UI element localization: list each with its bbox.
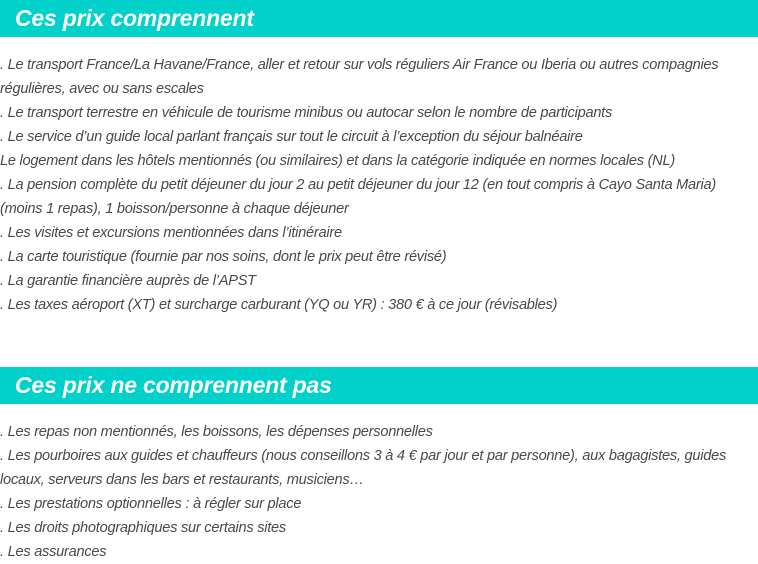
section-title-excluded: Ces prix ne comprennent pas — [0, 367, 758, 404]
list-item: . Les visites et excursions mentionnées dans l’itinéraire — [0, 225, 342, 241]
list-item: . Le service d’un guide local parlant français sur tout le circuit à l’exception du séjour balnéaire — [0, 129, 583, 145]
section-title-included: Ces prix comprennent — [0, 0, 758, 37]
list-item: . Les repas non mentionnés, les boissons, les dépenses personnelles — [0, 424, 433, 440]
list-item: . Les prestations optionnelles : à régler sur place — [0, 496, 302, 512]
list-item: . Le transport terrestre en véhicule de tourisme minibus ou autocar selon le nombre de participants — [0, 105, 613, 121]
list-item: . Les taxes aéroport (XT) et surcharge carburant (YQ ou YR) : 380 € à ce jour (révisables) — [0, 297, 558, 313]
list-item: . Les droits photographiques sur certains sites — [0, 520, 286, 536]
included-items-list — [0, 53, 758, 317]
list-item: Le logement dans les hôtels mentionnés (ou similaires) et dans la catégorie indiquée en normes locales (NL) — [0, 153, 675, 169]
list-item: . Les pourboires aux guides et chauffeurs (nous conseillons 3 à 4 € par jour et par personne), aux bagagistes, guides locaux, serveurs dans les bars et restaurants, musiciens… — [0, 448, 727, 488]
list-item: . Les assurances — [0, 544, 107, 560]
list-item: . La carte touristique (fournie par nos soins, dont le prix peut être révisé) — [0, 249, 447, 265]
list-item: . Le transport France/La Havane/France, aller et retour sur vols réguliers Air France ou Iberia ou autres compagnies régulières, avec ou sans escales — [0, 57, 719, 97]
list-item: . La pension complète du petit déjeuner du jour 2 au petit déjeuner du jour 12 (en tout compris à Cayo Santa Maria) (moins 1 repas), 1 boisson/personne à chaque déjeuner — [0, 177, 716, 217]
excluded-items-list — [0, 420, 758, 564]
list-item: . La garantie financière auprès de l’APST — [0, 273, 256, 289]
